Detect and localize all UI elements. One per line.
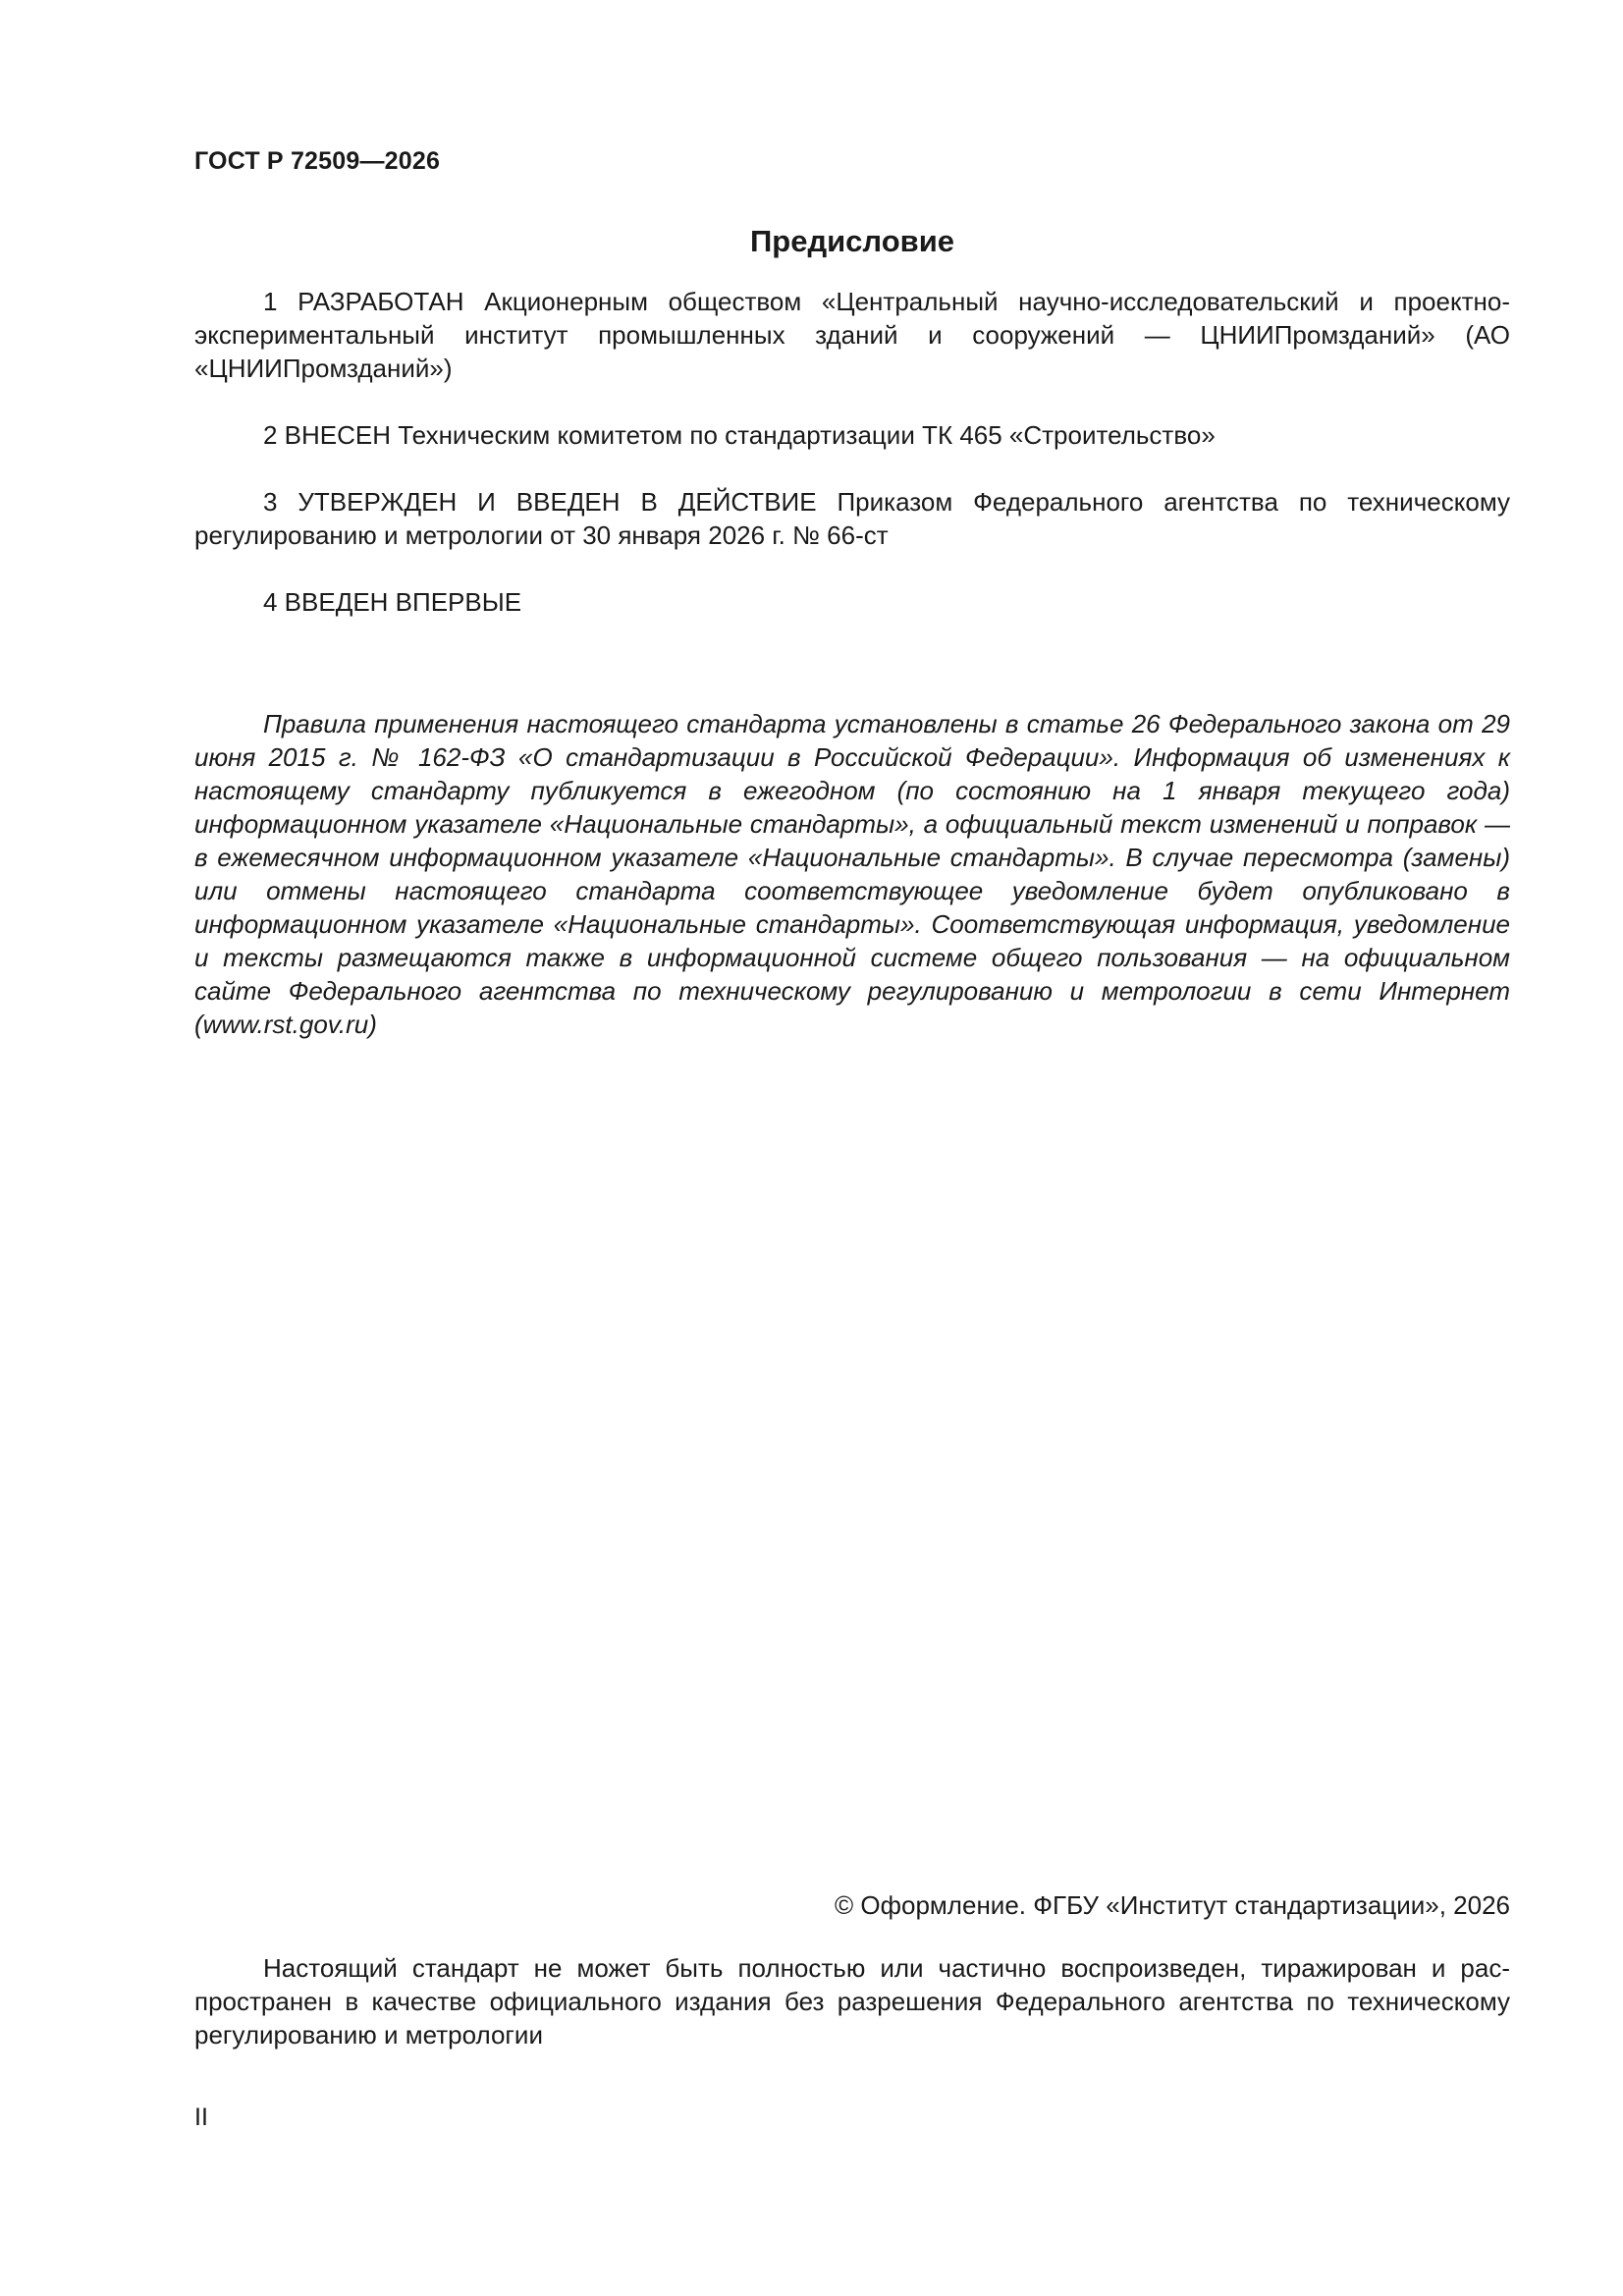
foreword-item-4: 4 ВВЕДЕН ВПЕРВЫЕ [263, 587, 522, 617]
copyright-line: © Оформление. ФГБУ «Институт стандартизации», 2026 [835, 1890, 1510, 1920]
document-header: ГОСТ Р 72509—2026 [194, 147, 441, 175]
reproduction-notice: Настоящий стандарт не может быть полностью или частично воспроизведен, тиражирован и распространен в качестве официального издания без разрешения Федерального агентства по техническому регулированию и метрологии [194, 1953, 1510, 2050]
page-number: II [194, 2104, 208, 2131]
foreword-body [194, 285, 1510, 619]
foreword-item-2: 2 ВНЕСЕН Техническим комитетом по стандартизации ТК 465 «Строительство» [263, 420, 1216, 450]
foreword-item-3: 3 УТВЕРЖДЕН И ВВЕДЕН В ДЕЙСТВИЕ Приказом Федерального агентства по техническому регулированию и метрологии от 30 января 2026 г. № 66-ст [194, 487, 1510, 550]
rules-note: Правила применения настоящего стандарта установлены в статье 26 Федерального закона от 29 июня 2015 г. № 162-ФЗ «О стандартизации в Российской Федерации». Информация об изменениях к настоящему стандарту публикуется в ежегодном (по состоянию на 1 января текущего года) информационном указателе «Национальные стандарты», а официальный текст изменений и поправок — в ежемесячном информационном указателе «Национальные стандарты». В случае пересмотра (замены) или отмены настоящего стандарта соответствующее уведомление будет опубликовано в информационном указателе «Национальные стандарты». Соответствующая информация, уведомление и тексты размещаются также в информационной системе общего пользования — на официальном сайте Федерального агентства по техническому регулированию и метрологии в сети Интернет (www.rst.gov.ru) [194, 709, 1510, 1039]
page-title: Предисловие [749, 224, 954, 258]
foreword-item-1: 1 РАЗРАБОТАН Акционерным обществом «Центральный научно-исследовательский и проектно-экспериментальный институт промышленных зданий и сооружений — ЦНИИПромзданий» (АО «ЦНИИПромзданий») [194, 287, 1510, 383]
